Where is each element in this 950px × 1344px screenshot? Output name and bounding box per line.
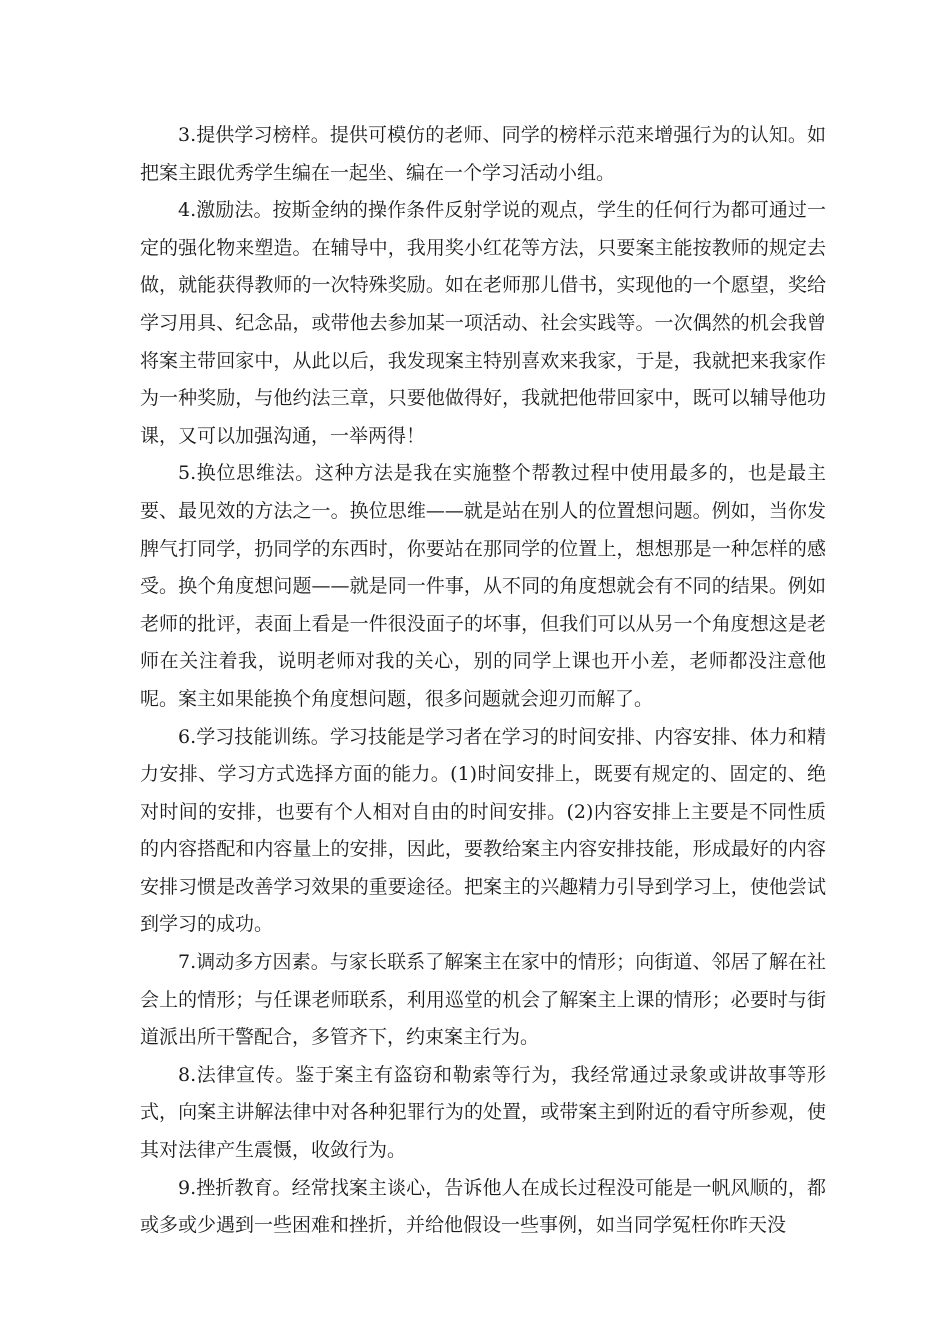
paragraph-perspective-taking: 5.换位思维法。这种方法是我在实施整个帮教过程中使用最多的，也是最主要、最见效的方法之一。换位思维——就是站在别人的位置想问题。例如，当你发脾气打同学，扔同学的东西时，你要站在那同学的位置上，想想那是一种怎样的感受。换个角度想问题——就是同一件事，从不同的角度想就会有不同的结果。例如老师的批评，表面上看是一件很没面子的坏事，但我们可以从另一个角度想这是老师在关注着我，说明老师对我的关心，别的同学上课也开小差，老师都没注意他呢。案主如果能换个角度想问题，很多问题就会迎刃而解了。: [140, 462, 826, 710]
document-body: [140, 117, 826, 1245]
paragraph-legal-education: 8.法律宣传。鉴于案主有盗窃和勒索等行为，我经常通过录象或讲故事等形式，向案主讲解法律中对各种犯罪行为的处置，或带案主到附近的看守所参观，使其对法律产生震慑，收敛行为。: [140, 1063, 826, 1162]
paragraph-study-skills: 6.学习技能训练。学习技能是学习者在学习的时间安排、内容安排、体力和精力安排、学习方式选择方面的能力。(1)时间安排上，既要有规定的、固定的、绝对时间的安排，也要有个人相对自由的时间安排。(2)内容安排上主要是不同性质的内容搭配和内容量上的安排，因此，要教给案主内容安排技能，形成最好的内容安排习惯是改善学习效果的重要途径。把案主的兴趣精力引导到学习上，使他尝试到学习的成功。: [140, 725, 826, 936]
paragraph-learning-model: 3.提供学习榜样。提供可模仿的老师、同学的榜样示范来增强行为的认知。如把案主跟优秀学生编在一起坐、编在一个学习活动小组。: [140, 124, 826, 184]
paragraph-multiple-factors: 7.调动多方因素。与家长联系了解案主在家中的情形；向街道、邻居了解在社会上的情形；与任课老师联系，利用巡堂的机会了解案主上课的情形；必要时与街道派出所干警配合，多管齐下，约束案主行为。: [140, 951, 826, 1049]
paragraph-frustration-education: 9.挫折教育。经常找案主谈心，告诉他人在成长过程没可能是一帆风顺的，都或多或少遇到一些困难和挫折，并给他假设一些事例，如当同学冤枉你昨天没: [140, 1176, 826, 1237]
paragraph-incentive-method: 4.激励法。按斯金纳的操作条件反射学说的观点，学生的任何行为都可通过一定的强化物来塑造。在辅导中，我用奖小红花等方法，只要案主能按教师的规定去做，就能获得教师的一次特殊奖励。如在老师那儿借书，实现他的一个愿望，奖给学习用具、纪念品，或带他去参加某一项活动、社会实践等。一次偶然的机会我曾将案主带回家中，从此以后，我发现案主特别喜欢来我家，于是，我就把来我家作为一种奖励，与他约法三章，只要他做得好，我就把他带回家中，既可以辅导他功课，又可以加强沟通，一举两得！: [140, 199, 826, 447]
